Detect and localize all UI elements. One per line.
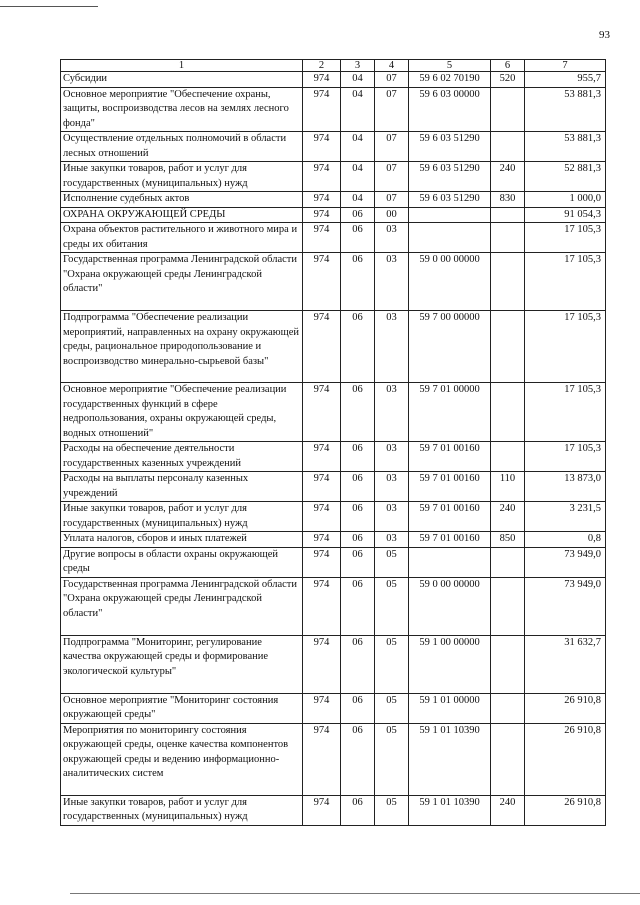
admin-code-cell: 974 (303, 795, 341, 825)
expense-type-cell (491, 223, 525, 253)
amount-cell: 3 231,5 (525, 502, 606, 532)
header-cell: 6 (491, 60, 525, 72)
table-row (61, 442, 606, 472)
admin-code-cell: 974 (303, 311, 341, 383)
section-cell: 06 (341, 795, 375, 825)
amount-cell: 17 105,3 (525, 253, 606, 311)
header-cell: 2 (303, 60, 341, 72)
table-row (61, 383, 606, 442)
expense-type-cell: 240 (491, 795, 525, 825)
subsection-cell: 07 (375, 87, 409, 132)
subsection-cell: 03 (375, 253, 409, 311)
expense-type-cell (491, 577, 525, 635)
name-cell: Расходы на выплаты персоналу казенных учреждений (61, 472, 303, 502)
amount-cell: 53 881,3 (525, 87, 606, 132)
subsection-cell: 03 (375, 311, 409, 383)
expense-type-cell (491, 693, 525, 723)
amount-cell: 73 949,0 (525, 547, 606, 577)
table-row (61, 87, 606, 132)
subsection-cell: 03 (375, 472, 409, 502)
section-cell: 04 (341, 87, 375, 132)
subsection-cell: 03 (375, 502, 409, 532)
section-cell: 06 (341, 502, 375, 532)
amount-cell: 52 881,3 (525, 162, 606, 192)
expense-type-cell (491, 383, 525, 442)
section-cell: 06 (341, 223, 375, 253)
header-cell: 7 (525, 60, 606, 72)
section-cell: 06 (341, 577, 375, 635)
subsection-cell: 07 (375, 192, 409, 208)
admin-code-cell: 974 (303, 192, 341, 208)
admin-code-cell: 974 (303, 547, 341, 577)
name-cell: Иные закупки товаров, работ и услуг для государственных (муниципальных) нужд (61, 502, 303, 532)
amount-cell: 0,8 (525, 532, 606, 548)
subsection-cell: 05 (375, 635, 409, 693)
name-cell: Основное мероприятие "Обеспечение охраны, защиты, воспроизводства лесов на землях лесного фонда" (61, 87, 303, 132)
name-cell: Подпрограмма "Мониторинг, регулирование качества окружающей среды и формирование экологической культуры" (61, 635, 303, 693)
admin-code-cell: 974 (303, 383, 341, 442)
target-article-cell: 59 6 03 51290 (409, 132, 491, 162)
admin-code-cell: 974 (303, 162, 341, 192)
name-cell: Государственная программа Ленинградской области "Охрана окружающей среды Ленинградской области" (61, 577, 303, 635)
amount-cell: 17 105,3 (525, 383, 606, 442)
expense-type-cell (491, 132, 525, 162)
target-article-cell: 59 7 01 00160 (409, 532, 491, 548)
table-row (61, 72, 606, 88)
table-row (61, 577, 606, 635)
section-cell: 06 (341, 442, 375, 472)
target-article-cell: 59 6 03 00000 (409, 87, 491, 132)
target-article-cell: 59 1 01 10390 (409, 795, 491, 825)
admin-code-cell: 974 (303, 723, 341, 795)
name-cell: Осуществление отдельных полномочий в области лесных отношений (61, 132, 303, 162)
target-article-cell (409, 223, 491, 253)
amount-cell: 17 105,3 (525, 311, 606, 383)
expense-type-cell (491, 311, 525, 383)
name-cell: ОХРАНА ОКРУЖАЮЩЕЙ СРЕДЫ (61, 207, 303, 223)
target-article-cell: 59 1 00 00000 (409, 635, 491, 693)
amount-cell: 53 881,3 (525, 132, 606, 162)
amount-cell: 1 000,0 (525, 192, 606, 208)
table-row (61, 223, 606, 253)
amount-cell: 31 632,7 (525, 635, 606, 693)
name-cell: Расходы на обеспечение деятельности государственных казенных учреждений (61, 442, 303, 472)
expense-type-cell (491, 723, 525, 795)
name-cell: Основное мероприятие "Обеспечение реализации государственных функций в сфере недропользования, охраны окружающей среды, водных отношений" (61, 383, 303, 442)
amount-cell: 17 105,3 (525, 442, 606, 472)
admin-code-cell: 974 (303, 132, 341, 162)
expense-type-cell: 520 (491, 72, 525, 88)
expense-type-cell (491, 87, 525, 132)
target-article-cell (409, 207, 491, 223)
target-article-cell: 59 7 01 00160 (409, 442, 491, 472)
expense-type-cell (491, 253, 525, 311)
target-article-cell: 59 7 01 00000 (409, 383, 491, 442)
admin-code-cell: 974 (303, 207, 341, 223)
amount-cell: 91 054,3 (525, 207, 606, 223)
section-cell: 06 (341, 472, 375, 502)
name-cell: Мероприятия по мониторингу состояния окружающей среды, оценке качества компонентов окружающей среды и ведению информационно-аналитических систем (61, 723, 303, 795)
target-article-cell: 59 6 03 51290 (409, 192, 491, 208)
name-cell: Государственная программа Ленинградской области "Охрана окружающей среды Ленинградской области" (61, 253, 303, 311)
subsection-cell: 07 (375, 162, 409, 192)
section-cell: 04 (341, 132, 375, 162)
name-cell: Уплата налогов, сборов и иных платежей (61, 532, 303, 548)
section-cell: 06 (341, 635, 375, 693)
subsection-cell: 07 (375, 132, 409, 162)
section-cell: 04 (341, 162, 375, 192)
name-cell: Другие вопросы в области охраны окружающей среды (61, 547, 303, 577)
top-rule (0, 6, 98, 7)
section-cell: 06 (341, 207, 375, 223)
header-cell: 4 (375, 60, 409, 72)
name-cell: Подпрограмма "Обеспечение реализации мероприятий, направленных на охрану окружающей среды, рациональное природопользование и воспроизводство минерально-сырьевой базы" (61, 311, 303, 383)
admin-code-cell: 974 (303, 635, 341, 693)
table-row (61, 192, 606, 208)
amount-cell: 955,7 (525, 72, 606, 88)
section-cell: 06 (341, 311, 375, 383)
amount-cell: 73 949,0 (525, 577, 606, 635)
table-row (61, 532, 606, 548)
amount-cell: 13 873,0 (525, 472, 606, 502)
table-row (61, 693, 606, 723)
expense-type-cell: 830 (491, 192, 525, 208)
subsection-cell: 03 (375, 442, 409, 472)
target-article-cell: 59 0 00 00000 (409, 577, 491, 635)
subsection-cell: 05 (375, 693, 409, 723)
subsection-cell: 07 (375, 72, 409, 88)
expense-type-cell: 850 (491, 532, 525, 548)
amount-cell: 26 910,8 (525, 723, 606, 795)
budget-table (60, 59, 606, 826)
header-cell: 3 (341, 60, 375, 72)
section-cell: 04 (341, 192, 375, 208)
target-article-cell: 59 7 00 00000 (409, 311, 491, 383)
table-row (61, 502, 606, 532)
table-row (61, 472, 606, 502)
target-article-cell: 59 6 02 70190 (409, 72, 491, 88)
header-cell: 5 (409, 60, 491, 72)
admin-code-cell: 974 (303, 87, 341, 132)
section-cell: 06 (341, 547, 375, 577)
admin-code-cell: 974 (303, 532, 341, 548)
table-header-row (61, 60, 606, 72)
target-article-cell: 59 7 01 00160 (409, 472, 491, 502)
admin-code-cell: 974 (303, 502, 341, 532)
target-article-cell: 59 0 00 00000 (409, 253, 491, 311)
name-cell: Исполнение судебных актов (61, 192, 303, 208)
admin-code-cell: 974 (303, 253, 341, 311)
target-article-cell: 59 1 01 10390 (409, 723, 491, 795)
expense-type-cell (491, 547, 525, 577)
name-cell: Иные закупки товаров, работ и услуг для государственных (муниципальных) нужд (61, 162, 303, 192)
target-article-cell: 59 7 01 00160 (409, 502, 491, 532)
admin-code-cell: 974 (303, 442, 341, 472)
subsection-cell: 05 (375, 547, 409, 577)
subsection-cell: 05 (375, 723, 409, 795)
section-cell: 06 (341, 693, 375, 723)
subsection-cell: 05 (375, 795, 409, 825)
table-row (61, 635, 606, 693)
target-article-cell: 59 6 03 51290 (409, 162, 491, 192)
subsection-cell: 03 (375, 223, 409, 253)
expense-type-cell (491, 635, 525, 693)
subsection-cell: 00 (375, 207, 409, 223)
table-row (61, 207, 606, 223)
expense-type-cell: 240 (491, 162, 525, 192)
table-row (61, 311, 606, 383)
amount-cell: 17 105,3 (525, 223, 606, 253)
subsection-cell: 03 (375, 383, 409, 442)
admin-code-cell: 974 (303, 472, 341, 502)
subsection-cell: 05 (375, 577, 409, 635)
amount-cell: 26 910,8 (525, 693, 606, 723)
table-row (61, 795, 606, 825)
name-cell: Иные закупки товаров, работ и услуг для государственных (муниципальных) нужд (61, 795, 303, 825)
section-cell: 06 (341, 383, 375, 442)
table-row (61, 132, 606, 162)
target-article-cell (409, 547, 491, 577)
admin-code-cell: 974 (303, 72, 341, 88)
admin-code-cell: 974 (303, 577, 341, 635)
name-cell: Субсидии (61, 72, 303, 88)
table-row (61, 723, 606, 795)
expense-type-cell: 240 (491, 502, 525, 532)
expense-type-cell (491, 442, 525, 472)
section-cell: 06 (341, 532, 375, 548)
target-article-cell: 59 1 01 00000 (409, 693, 491, 723)
section-cell: 06 (341, 253, 375, 311)
expense-type-cell: 110 (491, 472, 525, 502)
admin-code-cell: 974 (303, 223, 341, 253)
table-row (61, 547, 606, 577)
header-cell: 1 (61, 60, 303, 72)
subsection-cell: 03 (375, 532, 409, 548)
section-cell: 06 (341, 723, 375, 795)
bottom-rule (70, 893, 640, 894)
page-number: 93 (599, 29, 610, 41)
name-cell: Основное мероприятие "Мониторинг состояния окружающей среды" (61, 693, 303, 723)
section-cell: 04 (341, 72, 375, 88)
table-row (61, 253, 606, 311)
amount-cell: 26 910,8 (525, 795, 606, 825)
admin-code-cell: 974 (303, 693, 341, 723)
name-cell: Охрана объектов растительного и животного мира и среды их обитания (61, 223, 303, 253)
expense-type-cell (491, 207, 525, 223)
table-row (61, 162, 606, 192)
